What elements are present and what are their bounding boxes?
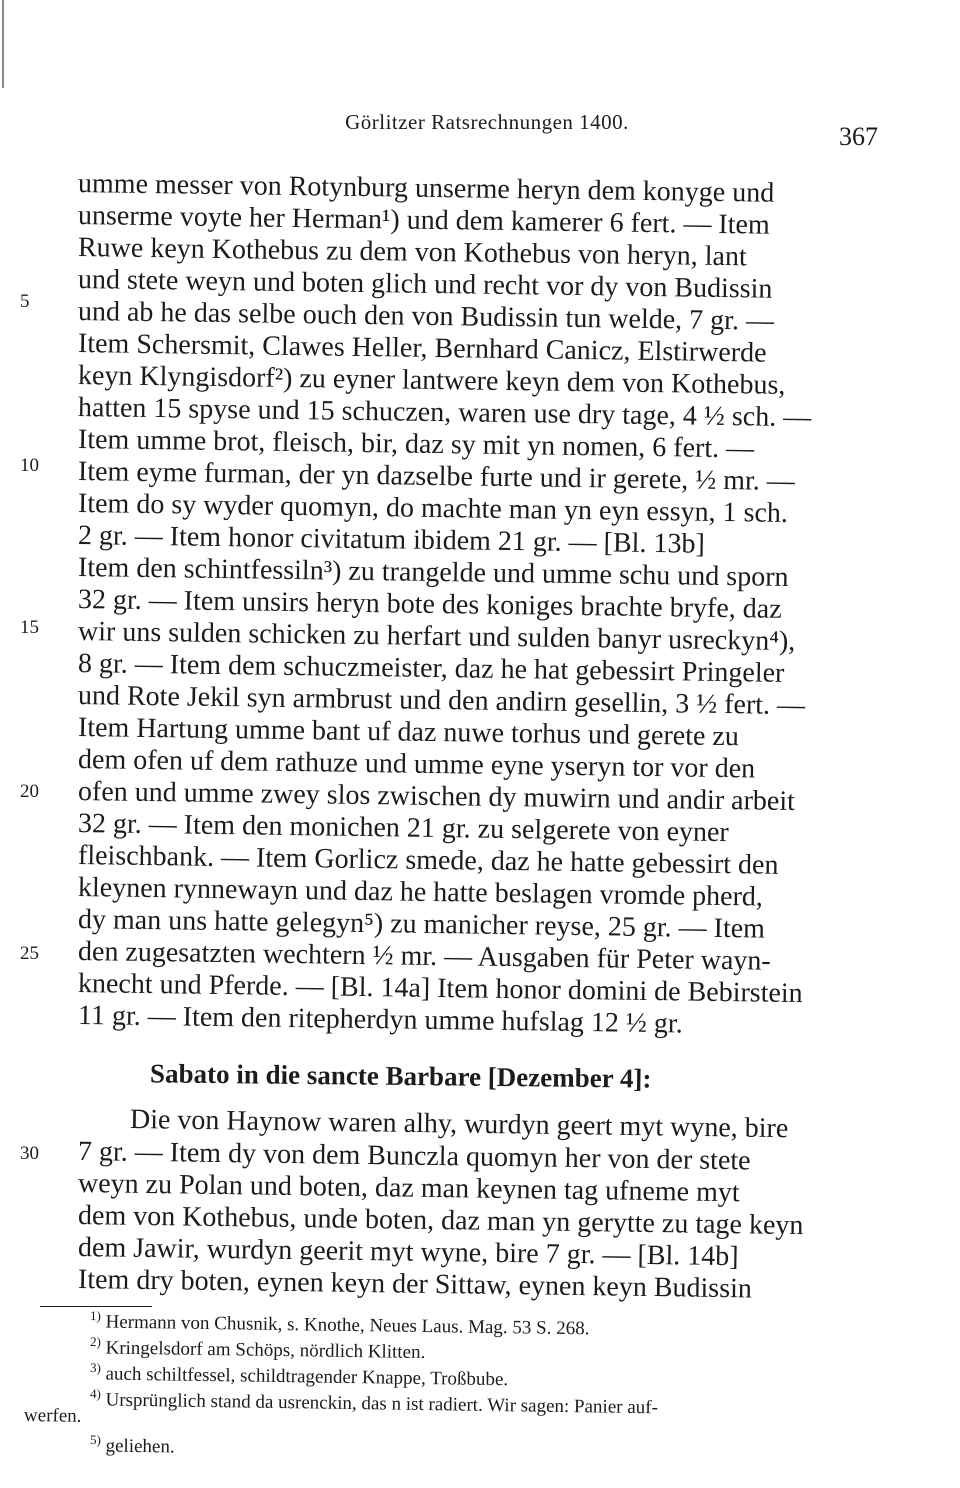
- footnote-mark: 1): [89, 1308, 101, 1324]
- text-line: dem von Kothebus, unde boten, daz man yn gerytte zu tage keyn: [77, 1200, 804, 1242]
- text-line: den zugesatzten wechtern ½ mr. — Ausgaben für Peter wayn-: [77, 936, 771, 977]
- text-line: unserme voyte her Herman¹) und dem kamerer 6 fert. — Item: [77, 200, 770, 241]
- section-heading: Sabato in die sancte Barbare [Dezember 4]:: [149, 1058, 652, 1094]
- footnote-continuation: [24, 1404, 82, 1429]
- text-line: hatten 15 spyse und 15 schuczen, waren use dry tage, 4 ½ sch. —: [77, 392, 812, 434]
- page-number: 367: [839, 122, 878, 151]
- text-line: und stete weyn und boten glich und recht vor dy von Budissin: [77, 264, 773, 305]
- text-line: Item dry boten, eynen keyn der Sittaw, eynen keyn Budissin: [77, 1264, 753, 1305]
- footnote-text: Hermann von Chusnik, s. Knothe, Neues Laus. Mag. 53 S. 268.: [105, 1311, 590, 1340]
- text-line: Item do sy wyder quomyn, do machte man yn eyn essyn, 1 sch.: [77, 488, 789, 529]
- text-line: Item eyme furman, der yn dazselbe furte und ir gerete, ½ mr. —: [77, 456, 795, 498]
- running-title: Görlitzer Ratsrechnungen 1400.: [345, 110, 629, 134]
- text-line: 8 gr. — Item dem schuczmeister, daz he hat gebessirt Pringeler: [77, 648, 785, 689]
- text-line: dem ofen uf dem rathuze und umme eyne yseryn tor vor den: [77, 744, 756, 785]
- scan-edge-mark: [2, 0, 4, 88]
- text-line: kleynen rynnewayn und daz he hatte beslagen vromde pherd,: [77, 872, 764, 913]
- text-line: 32 gr. — Item unsirs heryn bote des koniges brachte bryfe, daz: [77, 584, 782, 625]
- running-header: [96, 102, 878, 151]
- text-line: 11 gr. — Item den ritepherdyn umme hufslag 12 ½ gr.: [77, 1000, 683, 1040]
- text-line: fleischbank. — Item Gorlicz smede, daz he hatte gebessirt den: [77, 840, 779, 881]
- footnote-mark: 5): [89, 1432, 101, 1448]
- line-number: 10: [20, 455, 39, 476]
- footnote-text: auch schiltfessel, schildtragender Knappe, Troßbube.: [105, 1363, 509, 1391]
- footnote: [90, 1382, 658, 1420]
- text-line: wir uns sulden schicken zu herfart und sulden banyr usreckyn⁴),: [77, 616, 796, 658]
- text-line: Item Hartung umme bant uf daz nuwe torhus und gerete zu: [77, 712, 740, 753]
- text-line: und ab he das selbe ouch den von Budissin tun welde, 7 gr. —: [77, 296, 775, 337]
- text-line: Die von Haynow waren alhy, wurdyn geert myt wyne, bire: [129, 1104, 789, 1145]
- text-line: ofen und umme zwey slos zwischen dy muwirn und andir arbeit: [77, 776, 796, 818]
- text-line: Item umme brot, fleisch, bir, daz sy mit yn nomen, 6 fert. —: [77, 424, 755, 465]
- line-number: 15: [20, 617, 39, 638]
- text-line: Item den schintfessiln³) zu trangelde und umme schu und sporn: [77, 552, 789, 593]
- text-line: 2 gr. — Item honor civitatum ibidem 21 gr. — [Bl. 13b]: [77, 520, 705, 560]
- text-line: und Rote Jekil syn armbrust und den andirn gesellin, 3 ½ fert. —: [77, 680, 806, 722]
- text-line: 7 gr. — Item dy von dem Bunczla quomyn her von der stete: [77, 1136, 751, 1177]
- footnote-mark: 3): [89, 1360, 101, 1376]
- text-line: dem Jawir, wurdyn geerit myt wyne, bire 7 gr. — [Bl. 14b]: [77, 1232, 739, 1273]
- text-line: knecht und Pferde. — [Bl. 14a] Item honor domini de Bebirstein: [77, 968, 803, 1010]
- footnote-text: Ursprünglich stand da usrenckin, das n ist radiert. Wir sagen: Panier auf-: [105, 1389, 659, 1419]
- line-number: 5: [20, 291, 30, 312]
- text-line: weyn zu Polan und boten, daz man keynen tag ufneme myt: [77, 1168, 740, 1209]
- footnote-mark: 2): [89, 1334, 101, 1350]
- text-line: umme messer von Rotynburg unserme heryn dem konyge und: [77, 168, 775, 209]
- text-line: Ruwe keyn Kothebus zu dem von Kothebus von heryn, lant: [77, 232, 747, 273]
- footnote: [90, 1428, 175, 1460]
- line-number: 20: [20, 781, 39, 802]
- footnote-text: werfen.: [23, 1405, 82, 1427]
- text-line: Item Schersmit, Clawes Heller, Bernhard Canicz, Elstirwerde: [77, 328, 767, 369]
- footnote-mark: 4): [89, 1386, 101, 1402]
- text-line: 32 gr. — Item den monichen 21 gr. zu selgerete von eyner: [77, 808, 729, 849]
- text-line: dy man uns hatte gelegyn⁵) zu manicher reyse, 25 gr. — Item: [77, 904, 766, 945]
- footnote-text: geliehen.: [105, 1435, 175, 1458]
- text-line: keyn Klyngisdorf²) zu eyner lantwere keyn dem von Kothebus,: [77, 360, 786, 401]
- line-number: 30: [20, 1143, 39, 1164]
- line-number: 25: [20, 943, 39, 964]
- footnote-text: Kringelsdorf am Schöps, nördlich Klitten.: [105, 1337, 426, 1364]
